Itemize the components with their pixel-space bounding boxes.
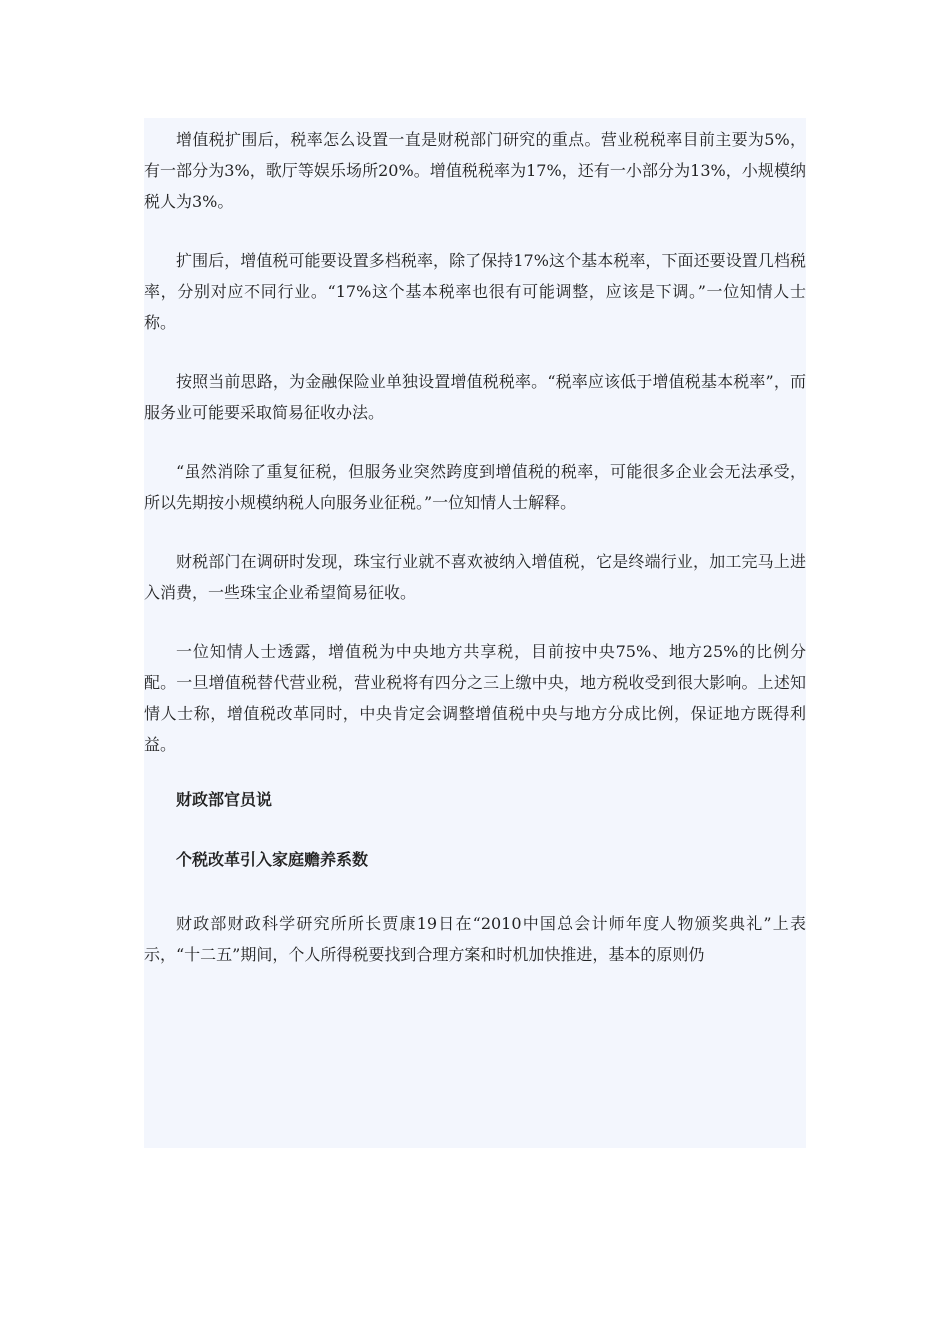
paragraph-revenue-sharing: 一位知情人士透露，增值税为中央地方共享税，目前按中央75%、地方25%的比例分配。一旦增值税替代营业税，营业税将有四分之三上缴中央，地方税收受到很大影响。上述知情人士称，增值税改革同时，中央肯定会调整增值税中央与地方分成比例，保证地方既得利益。 — [144, 642, 806, 754]
article-body — [144, 118, 806, 1148]
paragraph-service-industry: “虽然消除了重复征税，但服务业突然跨度到增值税的税率，可能很多企业会无法承受，所以先期按小规模纳税人向服务业征税。”一位知情人士解释。 — [144, 462, 806, 512]
paragraph-jewelry-industry: 财税部门在调研时发现，珠宝行业就不喜欢被纳入增值税，它是终端行业，加工完马上进入消费，一些珠宝企业希望简易征收。 — [144, 552, 806, 602]
paragraph-jia-kang: 财政部财政科学研究所所长贾康19日在“2010中国总会计师年度人物颁奖典礼”上表示，“十二五”期间，个人所得税要找到合理方案和时机加快推进，基本的原则仍 — [144, 914, 806, 964]
paragraph-finance-insurance: 按照当前思路，为金融保险业单独设置增值税税率。“税率应该低于增值税基本税率”，而服务业可能要采取简易征收办法。 — [144, 372, 806, 422]
section-heading-official: 财政部官员说 — [176, 790, 273, 809]
paragraph-multi-tier-rates: 扩围后，增值税可能要设置多档税率，除了保持17%这个基本税率，下面还要设置几档税率，分别对应不同行业。“17%这个基本税率也很有可能调整，应该是下调。”一位知情人士称。 — [144, 251, 806, 332]
paragraph-vat-rates: 增值税扩围后，税率怎么设置一直是财税部门研究的重点。营业税税率目前主要为5%，有一部分为3%，歌厅等娱乐场所20%。增值税税率为17%，还有一小部分为13%，小规模纳税人为3%。 — [144, 130, 806, 211]
section-heading-income-tax: 个税改革引入家庭赡养系数 — [176, 850, 369, 869]
